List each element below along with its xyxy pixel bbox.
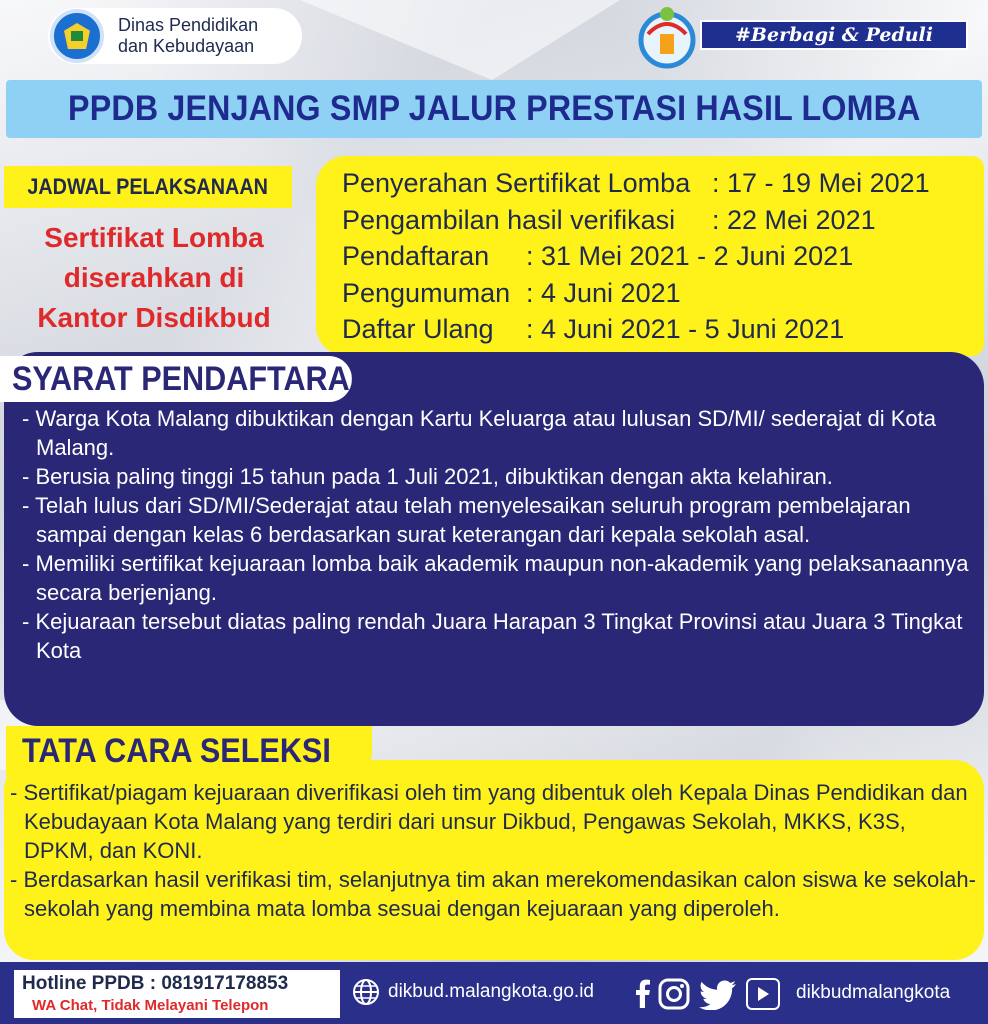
schedule-value: : 4 Juni 2021 - 5 Juni 2021 (526, 314, 845, 344)
schedule-label: JADWAL PELAKSANAAN (4, 166, 292, 208)
instagram-icon[interactable] (658, 978, 690, 1010)
page-title-bar (6, 80, 982, 138)
requirements-title-tab (0, 356, 372, 402)
hotline-number: Hotline PPDB : 081917178853 (22, 973, 289, 994)
schedule-row (342, 241, 984, 278)
website-link[interactable] (352, 978, 594, 1006)
malang-city-seal-icon (50, 9, 104, 63)
globe-icon (352, 978, 380, 1006)
requirements-title: SYARAT PENDAFTARAN (12, 359, 372, 398)
schedule-row (342, 278, 984, 315)
list-item: - Berusia paling tinggi 15 tahun pada 1 Juli 2021, dibuktikan dengan akta kelahiran. (22, 464, 833, 489)
youtube-icon[interactable] (746, 978, 780, 1010)
schedule-value: : 31 Mei 2021 - 2 Juni 2021 (526, 241, 854, 271)
schedule-value: : 17 - 19 Mei 2021 (712, 168, 930, 198)
list-item: - Telah lulus dari SD/MI/Sederajat atau telah menyelesaikan seluruh program pembelajaran sampai dengan kelas 6 berdasarkan surat keterangan dari kepala sekolah asal. (22, 493, 911, 547)
agency-name: Dinas Pendidikan dan Kebudayaan (118, 15, 259, 56)
schedule-key: Pengambilan hasil verifikasi (342, 204, 676, 235)
schedule-key: Pengumuman (342, 277, 511, 308)
list-item: - Berdasarkan hasil verifikasi tim, selanjutnya tim akan merekomendasikan calon siswa ke sekolah-sekolah yang membina mata lomba sesuai dengan kejuaraan yang diperoleh. (10, 867, 976, 921)
schedule-value: : 22 Mei 2021 (712, 204, 876, 235)
tagline-banner: #Berbagi & Peduli (700, 20, 968, 50)
twitter-icon[interactable] (698, 980, 738, 1010)
schedule-row (342, 314, 984, 351)
requirements-list (22, 404, 972, 665)
background-shape (300, 0, 620, 80)
city-anniversary-logo-icon (636, 4, 698, 70)
list-item: - Memiliki sertifikat kejuaraan lomba baik akademik maupun non-akademik yang pelaksanaannya secara berjenjang. (22, 551, 969, 605)
page-title: PPDB JENJANG SMP JALUR PRESTASI HASIL LOMBA (67, 89, 921, 128)
list-item: - Sertifikat/piagam kejuaraan diverifikasi oleh tim yang dibentuk oleh Kepala Dinas Pendidikan dan Kebudayaan Kota Malang yang terdiri dari unsur Dikbud, Pengawas Sekolah, MKKS, K3S, DPKM, dan KONI. (10, 780, 968, 863)
hotline-note: WA Chat, Tidak Melayani Telepon (32, 997, 269, 1014)
schedule-row (342, 205, 984, 242)
list-item: - Kejuaraan tersebut diatas paling rendah Juara Harapan 3 Tingkat Provinsi atau Juara 3 Tingkat Kota (22, 609, 963, 663)
hotline-box (14, 970, 340, 1018)
selection-procedure-title: TATA CARA SELEKSI (22, 731, 331, 770)
schedule-key: Daftar Ulang (342, 314, 494, 344)
facebook-icon[interactable] (632, 978, 652, 1008)
agency-logo-badge (48, 8, 302, 64)
selection-procedure-title-tab (6, 726, 372, 776)
schedule-row (342, 168, 984, 205)
website-url: dikbud.malangkota.go.id (388, 981, 594, 1002)
schedule-key: Penyerahan Sertifikat Lomba (342, 168, 691, 198)
selection-procedure-list (10, 778, 976, 923)
social-handle[interactable]: dikbudmalangkota (796, 982, 951, 1003)
schedule-box (316, 156, 984, 356)
schedule-value: : 4 Juni 2021 (526, 277, 681, 308)
schedule-key: Pendaftaran (342, 241, 490, 271)
list-item: - Warga Kota Malang dibuktikan dengan Kartu Keluarga atau lulusan SD/MI/ sederajat di Kota Malang. (22, 406, 936, 460)
certificate-note: Sertifikat Lomba diserahkan di Kantor Disdikbud (37, 222, 271, 333)
